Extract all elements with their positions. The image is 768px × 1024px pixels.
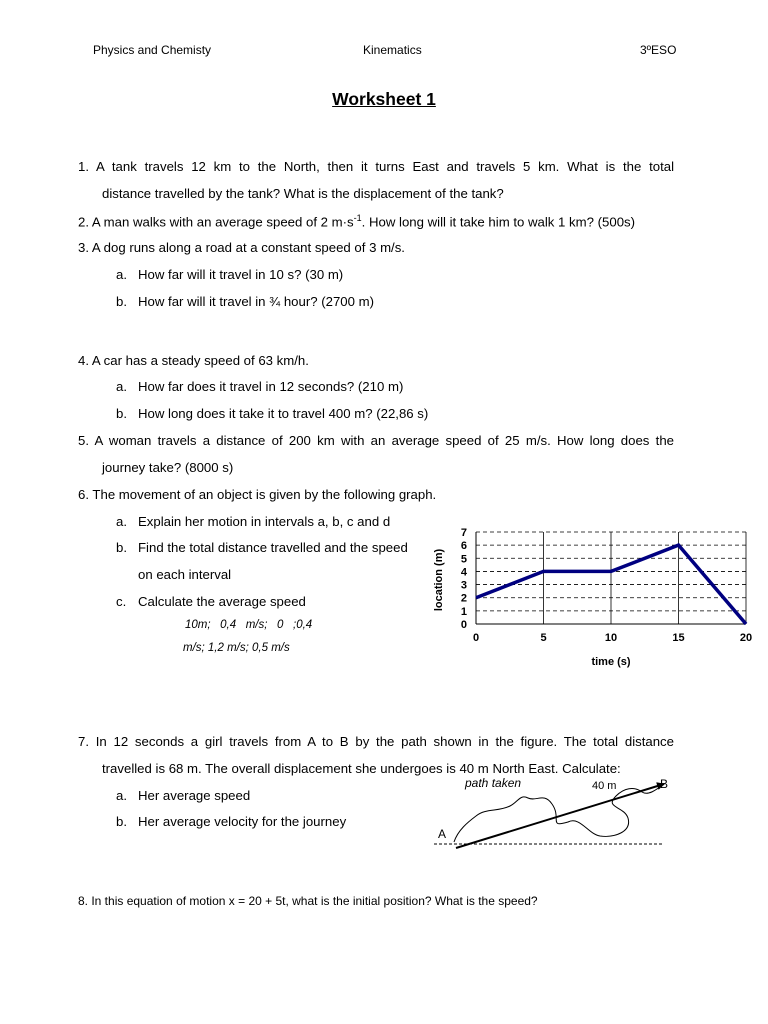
location-time-graph: [428, 522, 768, 672]
header-subject: Physics and Chemisty: [93, 43, 212, 57]
distance-label: 40 m: [592, 780, 617, 792]
x-tick-label: 15: [672, 632, 685, 644]
question-4: 4. A car has a steady speed of 63 km/h.: [78, 353, 309, 368]
displacement-arrow: [456, 784, 664, 848]
x-tick-label: 5: [540, 632, 547, 644]
x-axis-label: time (s): [591, 656, 631, 668]
question-6a-label: a.: [116, 514, 127, 529]
question-3a: How far will it travel in 10 s? (30 m): [138, 267, 344, 282]
question-5-line-2: journey take? (8000 s): [102, 460, 234, 475]
y-tick-label: 0: [460, 619, 467, 631]
question-7-line-1: 7. In 12 seconds a girl travels from A to B by the path shown in the figure. The total distance: [78, 734, 674, 749]
question-7-line-2: travelled is 68 m. The overall displacement she undergoes is 40 m North East. Calculate:: [102, 761, 621, 776]
question-3a-label: a.: [116, 267, 127, 282]
question-3b-label: b.: [116, 294, 127, 309]
question-6: 6. The movement of an object is given by the following graph.: [78, 487, 437, 502]
y-tick-label: 7: [460, 527, 467, 539]
y-axis-label: location (m): [433, 548, 445, 612]
y-tick-label: 6: [460, 540, 467, 553]
y-tick-label: 2: [460, 592, 467, 605]
question-1-line-2: distance travelled by the tank? What is the displacement of the tank?: [102, 186, 504, 201]
path-taken-label: path taken: [465, 776, 522, 790]
y-tick-label: 5: [460, 553, 467, 566]
header-level: 3ºESO: [640, 43, 677, 57]
question-7b-label: b.: [116, 814, 127, 829]
question-6b-label: b.: [116, 540, 127, 555]
question-5-line-1: 5. A woman travels a distance of 200 km with an average speed of 25 m/s. How long does the: [78, 433, 674, 448]
x-tick-label: 20: [739, 632, 753, 644]
question-2: [78, 213, 635, 229]
question-2-superscript: -1: [353, 213, 362, 223]
question-4a-label: a.: [116, 379, 127, 394]
question-6b-continued: on each interval: [138, 567, 232, 582]
header-topic: Kinematics: [363, 43, 422, 57]
question-7a-label: a.: [116, 788, 127, 803]
question-2-text-end: . How long will it take him to walk 1 km? (500s): [361, 214, 636, 230]
y-tick-label: 1: [460, 605, 467, 618]
x-tick-label: 0: [472, 632, 480, 644]
y-tick-label: 3: [460, 579, 467, 592]
worksheet-title: Worksheet 1: [332, 89, 436, 109]
question-7a: Her average speed: [138, 788, 251, 803]
question-6-answers-line-2: m/s; 1,2 m/s; 0,5 m/s: [183, 642, 290, 654]
question-2-text: 2. A man walks with an average speed of 2 m·s: [78, 214, 354, 230]
question-7b: Her average velocity for the journey: [138, 814, 347, 829]
question-4b: How long does it take it to travel 400 m? (22,86 s): [138, 406, 429, 421]
question-6c-label: c.: [116, 594, 127, 609]
question-4b-label: b.: [116, 406, 127, 421]
point-b-label: B: [660, 777, 669, 791]
question-3b: How far will it travel in ¾ hour? (2700 m): [138, 294, 374, 309]
question-6b: Find the total distance travelled and the speed: [138, 540, 408, 555]
question-6a: Explain her motion in intervals a, b, c and d: [138, 514, 391, 529]
point-a-label: A: [438, 827, 447, 841]
question-8: 8. In this equation of motion x = 20 + 5t, what is the initial position? What is the speed?: [78, 894, 538, 908]
y-tick-label: 4: [460, 566, 467, 579]
question-6c: Calculate the average speed: [138, 594, 306, 609]
x-tick-label: 10: [604, 632, 618, 644]
question-6-answers-line-1: 10m; 0,4 m/s; 0 ;0,4: [185, 619, 313, 631]
question-1-line-1: 1. A tank travels 12 km to the North, then it turns East and travels 5 km. What is the total: [78, 159, 674, 174]
path-figure: [428, 772, 678, 852]
question-3: 3. A dog runs along a road at a constant speed of 3 m/s.: [78, 240, 405, 255]
question-4a: How far does it travel in 12 seconds? (210 m): [138, 379, 404, 394]
